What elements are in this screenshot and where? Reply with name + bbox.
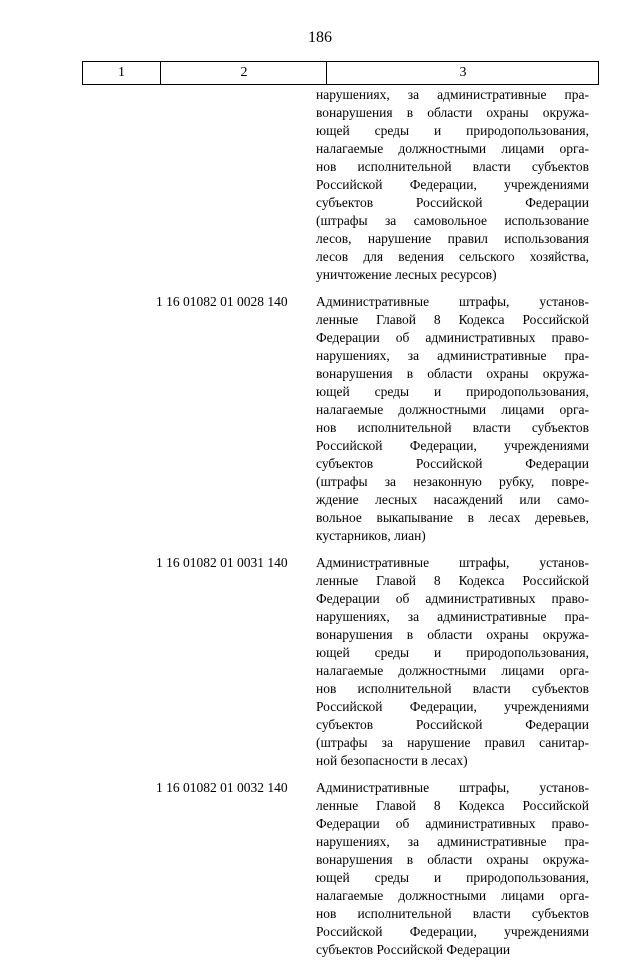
description-line: Федерации об административных право-	[316, 591, 589, 606]
description-line: Федерации об административных право-	[316, 330, 589, 345]
description-line: Административные штрафы, установ-	[316, 780, 589, 795]
description	[316, 86, 589, 284]
description-line: субъектов Российской Федерации	[316, 456, 589, 471]
description-line: нов исполнительной власти субъектов	[316, 906, 589, 921]
table-row	[0, 779, 640, 959]
description-line: Российской Федерации, учреждениями	[316, 699, 589, 714]
page-number: 186	[308, 29, 332, 46]
description-line: ющей среды и природопользования,	[316, 870, 589, 885]
header-col-1: 1	[118, 65, 125, 80]
description-line: нарушениях, за административные пра-	[316, 348, 589, 363]
description-line: (штрафы за незаконную рубку, повре-	[316, 474, 589, 489]
header-col-2: 2	[160, 62, 327, 84]
description-line: нов исполнительной власти субъектов	[316, 159, 589, 174]
description-line: лесов для ведения сельского хозяйства,	[316, 249, 589, 264]
description-line: вольное выкапывание в лесах деревьев,	[316, 510, 589, 525]
description-line: нарушениях, за административные пра-	[316, 87, 589, 102]
budget-code: 1 16 01082 01 0031 140	[156, 555, 288, 570]
description-line: Федерации об административных право-	[316, 816, 589, 831]
description-line: ющей среды и природопользования,	[316, 645, 589, 660]
description-line: ющей среды и природопользования,	[316, 384, 589, 399]
description-line: Российской Федерации, учреждениями	[316, 438, 589, 453]
description-line: вонарушения в области охраны окружа-	[316, 627, 589, 642]
budget-code: 1 16 01082 01 0032 140	[156, 780, 288, 795]
description-line: нарушениях, за административные пра-	[316, 609, 589, 624]
description-line: нов исполнительной власти субъектов	[316, 681, 589, 696]
table-row	[0, 86, 640, 284]
description-line: вонарушения в области охраны окружа-	[316, 852, 589, 867]
table-body	[0, 86, 640, 968]
description-line: ждение лесных насаждений или само-	[316, 492, 589, 507]
description-line: вонарушения в области охраны окружа-	[316, 105, 589, 120]
description-line: ной безопасности в лесах)	[316, 753, 468, 768]
description-line: налагаемые должностными лицами орга-	[316, 141, 589, 156]
description-line: ленные Главой 8 Кодекса Российской	[316, 573, 589, 588]
description-line: ленные Главой 8 Кодекса Российской	[316, 312, 589, 327]
description-line: Административные штрафы, установ-	[316, 555, 589, 570]
description-line: (штрафы за нарушение правил санитар-	[316, 735, 589, 750]
description-line: уничтожение лесных ресурсов)	[316, 267, 497, 282]
description-line: Административные штрафы, установ-	[316, 294, 589, 309]
description-line: нов исполнительной власти субъектов	[316, 420, 589, 435]
description-line: лесов, нарушение правил использования	[316, 231, 589, 246]
description-line: налагаемые должностными лицами орга-	[316, 888, 589, 903]
description-line: Российской Федерации, учреждениями	[316, 924, 589, 939]
description-line: (штрафы за самовольное использование	[316, 213, 589, 228]
budget-code	[0, 86, 316, 284]
description-line: налагаемые должностными лицами орга-	[316, 663, 589, 678]
description-line: нарушениях, за административные пра-	[316, 834, 589, 849]
description-line: ленные Главой 8 Кодекса Российской	[316, 798, 589, 813]
header-col-3: 3	[326, 62, 599, 84]
description	[316, 554, 589, 770]
description-line: субъектов Российской Федерации	[316, 717, 589, 732]
table-row	[0, 293, 640, 545]
description-line: Российской Федерации, учреждениями	[316, 177, 589, 192]
description-line: кустарников, лиан)	[316, 528, 426, 543]
budget-code: 1 16 01082 01 0028 140	[156, 294, 288, 309]
description	[316, 779, 589, 959]
description-line: субъектов Российской Федерации	[316, 195, 589, 210]
table-header	[82, 61, 599, 85]
description-line: субъектов Российской Федерации	[316, 942, 511, 957]
description	[316, 293, 589, 545]
description-line: вонарушения в области охраны окружа-	[316, 366, 589, 381]
description-line: ющей среды и природопользования,	[316, 123, 589, 138]
table-row	[0, 554, 640, 770]
description-line: налагаемые должностными лицами орга-	[316, 402, 589, 417]
